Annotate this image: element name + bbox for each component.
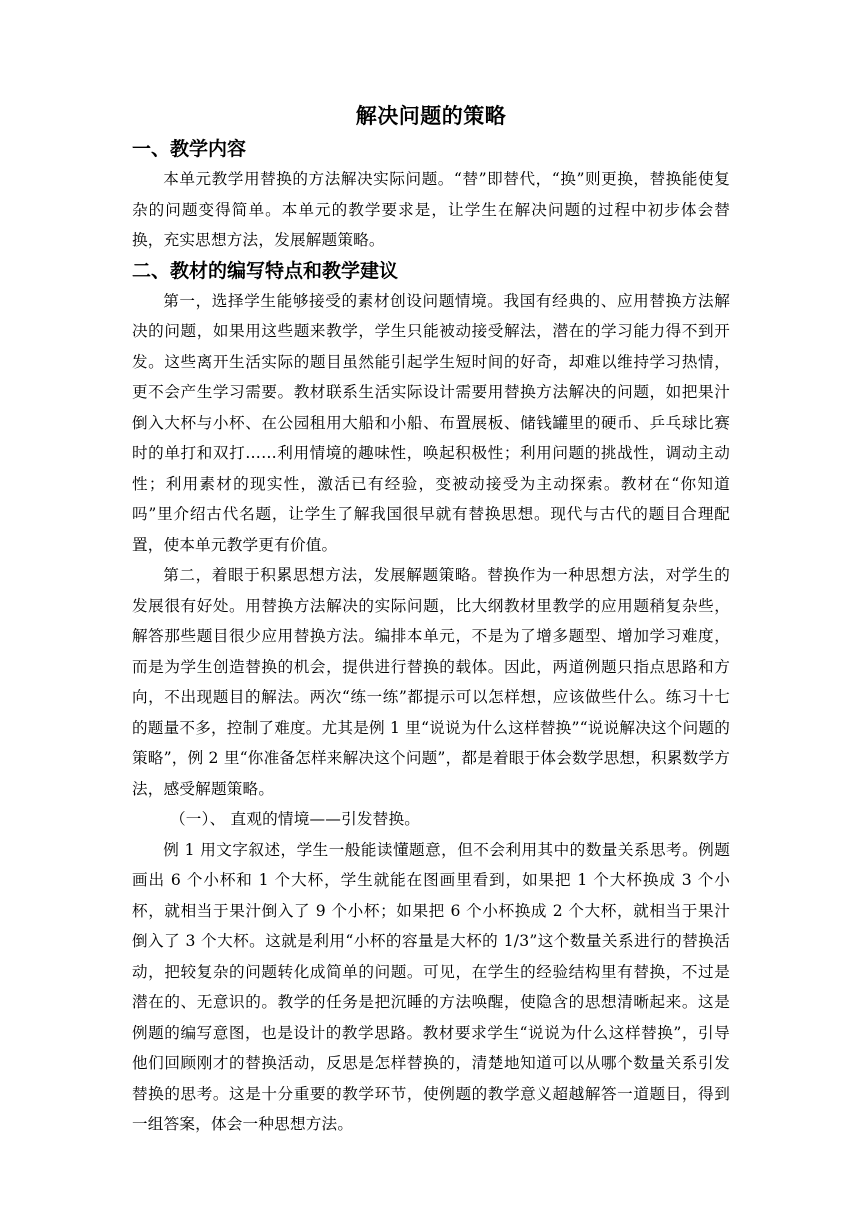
paragraph-first-point: 第一，选择学生能够接受的素材创设问题情境。我国有经典的、应用替换方法解决的问题，如果用这些题来教学，学生只能被动接受解法，潜在的学习能力得不到开发。这些离开生活实际的题目虽然能引起学生短时间的好奇，却难以维持学习热情，更不会产生学习需要。教材联系生活实际设计需要用替换方法解决的问题，如把果汁倒入大杯与小杯、在公园租用大船和小船、布置展板、储钱罐里的硬币、乒乓球比赛时的单打和双打……利用情境的趣味性，唤起积极性；利用问题的挑战性，调动主动性；利用素材的现实性，激活已有经验，变被动接受为主动探索。教材在“你知道吗”里介绍古代名题，让学生了解我国很早就有替换思想。现代与古代的题目合理配置，使本单元教学更有价值。 (132, 291, 730, 554)
paragraph-teaching-content: 本单元教学用替换的方法解决实际问题。“替”即替代，“换”则更换，替换能使复杂的问题变得简单。本单元的教学要求是，让学生在解决问题的过程中初步体会替换，充实思想方法，发展解题策略。 (132, 170, 730, 249)
section-heading-textbook-features: 二、教材的编写特点和教学建议 (132, 259, 399, 282)
paragraph-second-point: 第二，着眼于积累思想方法，发展解题策略。替换作为一种思想方法，对学生的发展很有好处。用替换方法解决的实际问题，比大纲教材里教学的应用题稍复杂些，解答那些题目很少应用替换方法。编排本单元，不是为了增多题型、增加学习难度，而是为学生创造替换的机会，提供进行替换的载体。因此，两道例题只指点思路和方向，不出现题目的解法。两次“练一练”都提示可以怎样想，应该做些什么。练习十七的题量不多，控制了难度。尤其是例 1 里“说说为什么这样替换”“说说解决这个问题的策略”，例 2 里“你准备怎样来解决这个问题”，都是着眼于体会数学思想，积累数学方法，感受解题策略。 (132, 566, 730, 798)
subheading-intuitive-scenario: （一）、 直观的情境——引发替换。 (170, 810, 421, 828)
section-heading-teaching-content: 一、教学内容 (132, 138, 247, 160)
document-title: 解决问题的策略 (355, 103, 507, 128)
document-page (132, 100, 730, 1140)
paragraph-example-one: 例 1 用文字叙述，学生一般能读懂题意，但不会利用其中的数量关系思考。例题画出 6 个小杯和 1 个大杯，学生就能在图画里看到，如果把 1 个大杯换成 3 个小杯，就相当于果汁倒入了 9 个小杯；如果把 6 个小杯换成 2 个大杯，就相当于果汁倒入了 3 个大杯。这就是利用“小杯的容量是大杯的 1/3”这个数量关系进行的替换活动，把较复杂的问题转化成简单的问题。可见，在学生的经验结构里有替换，不过是潜在的、无意识的。教学的任务是把沉睡的方法唤醒，使隐含的思想清晰起来。这是例题的编写意图，也是设计的教学思路。教材要求学生“说说为什么这样替换”，引导他们回顾刚才的替换活动，反思是怎样替换的，清楚地知道可以从哪个数量关系引发替换的思考。这是十分重要的教学环节，使例题的教学意义超越解答一道题目，得到一组答案，体会一种思想方法。 (132, 840, 730, 1133)
